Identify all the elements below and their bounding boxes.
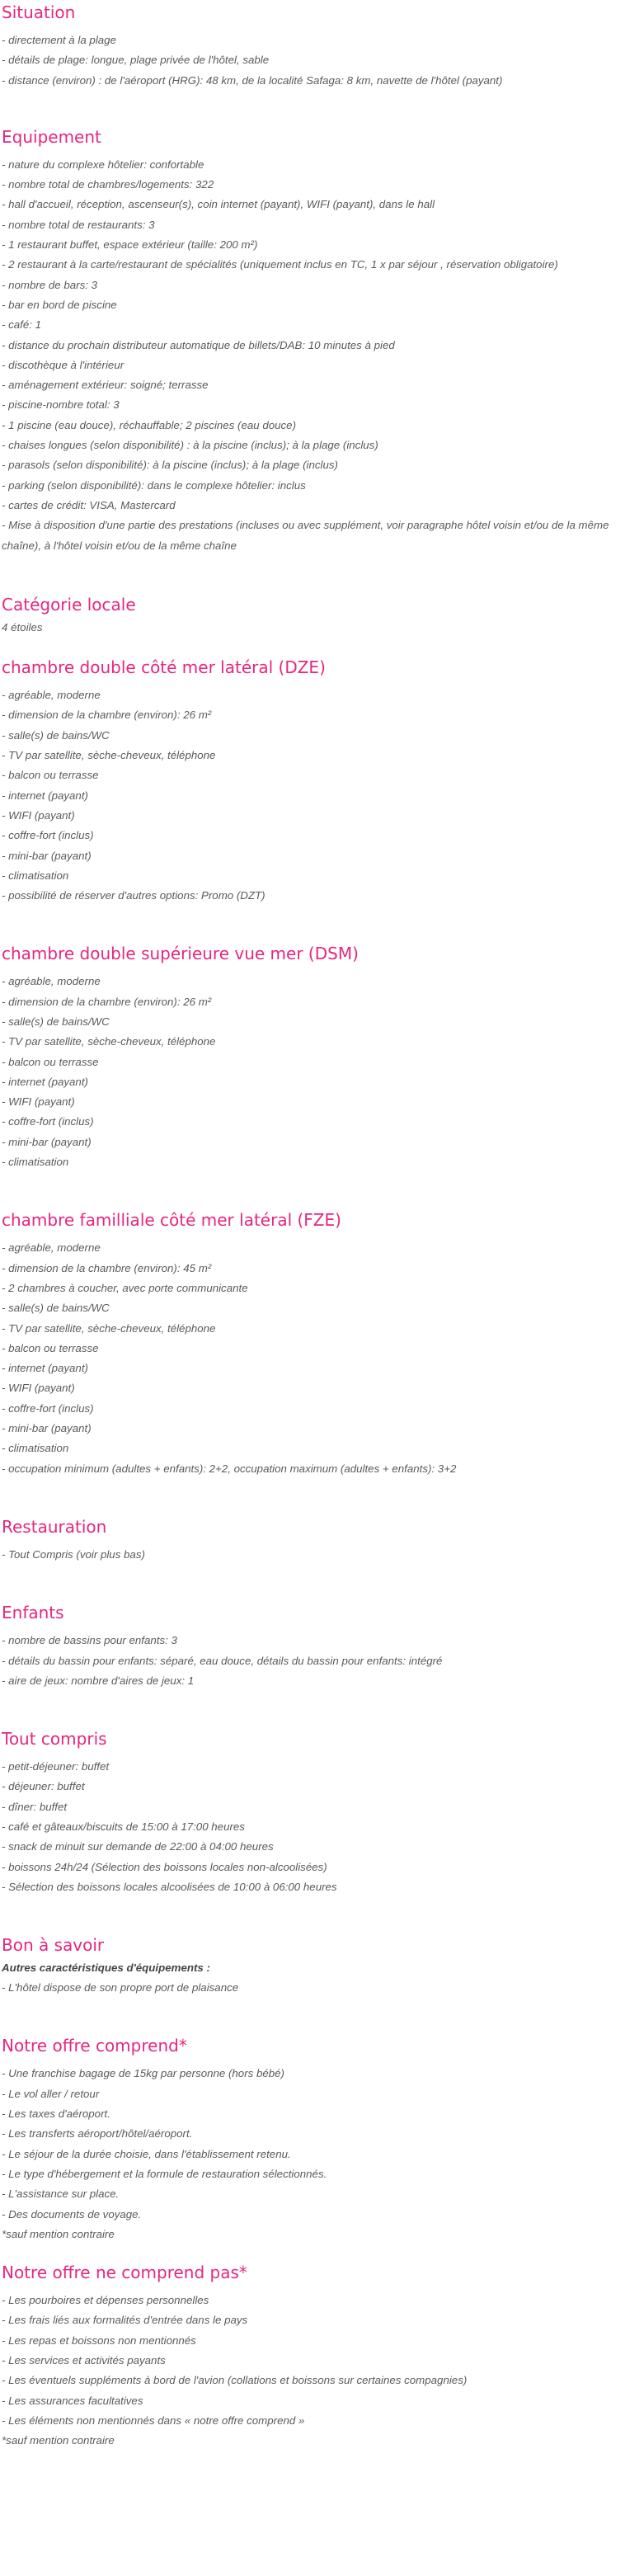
list-item: - distance du prochain distributeur automatique de billets/DAB: 10 minutes à pied bbox=[2, 338, 395, 351]
list-item: - boissons 24h/24 (Sélection des boissons locales non-alcoolisées) bbox=[2, 1860, 327, 1873]
list-item: - dimension de la chambre (environ): 26 m² bbox=[2, 709, 212, 722]
list-item: - agréable, moderne bbox=[2, 689, 101, 702]
list-item: - Les éventuels suppléments à bord de l'avion (collations et boissons sur certaines compagnies) bbox=[2, 2374, 468, 2387]
list-item: - 1 piscine (eau douce), réchauffable; 2 piscines (eau douce) bbox=[2, 418, 297, 431]
section-title: Equipement bbox=[2, 126, 101, 147]
section-list bbox=[2, 1978, 625, 1998]
list-item: - chaises longues (selon disponibilité) : à la piscine (inclus); à la plage (inclus) bbox=[2, 439, 378, 452]
list-item: - balcon ou terrasse bbox=[2, 1341, 99, 1354]
list-item: - nombre total de restaurants: 3 bbox=[2, 218, 155, 231]
list-item: - discothèque à l'intérieur bbox=[2, 358, 125, 371]
section-list bbox=[2, 972, 625, 1172]
list-item: - balcon ou terrasse bbox=[2, 769, 99, 782]
list-item: - coffre-fort (inclus) bbox=[2, 829, 94, 842]
list-item: - salle(s) de bains/WC bbox=[2, 1015, 110, 1028]
list-item: - salle(s) de bains/WC bbox=[2, 1302, 110, 1315]
list-item: - snack de minuit sur demande de 22:00 à 04:00 heures bbox=[2, 1840, 274, 1853]
list-item: - internet (payant) bbox=[2, 1362, 88, 1375]
section-list bbox=[2, 685, 625, 906]
list-item: - agréable, moderne bbox=[2, 1241, 101, 1255]
list-item: 4 étoiles bbox=[2, 620, 43, 633]
list-item: - mini-bar (payant) bbox=[2, 849, 92, 862]
section-title: Bon à savoir bbox=[2, 1935, 105, 1956]
list-item: - Des documents de voyage. bbox=[2, 2207, 142, 2220]
list-item: - 2 restaurant à la carte/restaurant de spécialités (uniquement inclus en TC, 1 x par séjour , réservation obligatoire) bbox=[2, 258, 558, 271]
section-room-fze bbox=[2, 1208, 625, 1479]
list-item: - hall d'accueil, réception, ascenseur(s), coin internet (payant), WIFI (payant), dans le hall bbox=[2, 198, 435, 211]
list-item: - aménagement extérieur: soigné; terrasse bbox=[2, 379, 209, 392]
section-room-dze bbox=[2, 655, 625, 906]
list-item: - Les taxes d'aéroport. bbox=[2, 2107, 110, 2121]
section-title: chambre familliale côté mer latéral (FZE) bbox=[2, 1210, 341, 1231]
section-categorie bbox=[2, 592, 625, 638]
section-bon-a-savoir bbox=[2, 1933, 625, 1998]
list-item: - café et gâteaux/biscuits de 15:00 à 17:00 heures bbox=[2, 1820, 245, 1833]
section-title: Restauration bbox=[2, 1516, 107, 1537]
list-item: - Sélection des boissons locales alcoolisées de 10:00 à 06:00 heures bbox=[2, 1880, 337, 1893]
list-item: - 2 chambres à coucher, avec porte communicante bbox=[2, 1281, 248, 1294]
list-item: - nature du complexe hôtelier: confortable bbox=[2, 158, 204, 171]
list-item: - WIFI (payant) bbox=[2, 808, 75, 822]
list-item: - coffre-fort (inclus) bbox=[2, 1401, 94, 1415]
section-list bbox=[2, 1757, 625, 1897]
list-item: - Les repas et boissons non mentionnés bbox=[2, 2333, 196, 2347]
list-item: - Une franchise bagage de 15kg par personne (hors bébé) bbox=[2, 2067, 284, 2080]
section-list bbox=[2, 31, 625, 91]
list-item: - petit-déjeuner: buffet bbox=[2, 1760, 110, 1773]
shared-services-note: - Mise à disposition d'une partie des prestations (incluses ou avec supplément, voir paragraphe hôtel voisin et/ou de la même chaîne), à l'hôtel voisin et/ou de la même chaîne bbox=[2, 519, 609, 552]
list-item: - Tout Compris (voir plus bas) bbox=[2, 1547, 145, 1561]
section-list bbox=[2, 1238, 625, 1479]
section-title: Notre offre ne comprend pas* bbox=[2, 2263, 247, 2283]
section-offre-ne-comprend bbox=[2, 2260, 625, 2451]
list-item: - agréable, moderne bbox=[2, 975, 101, 988]
list-item: - nombre total de chambres/logements: 322 bbox=[2, 178, 214, 191]
section-title: chambre double côté mer latéral (DZE) bbox=[2, 657, 326, 678]
section-list bbox=[2, 1545, 625, 1565]
list-item: - Les assurances facultatives bbox=[2, 2394, 143, 2407]
section-list bbox=[2, 2291, 625, 2431]
list-item: - internet (payant) bbox=[2, 789, 88, 802]
list-item: - climatisation bbox=[2, 1442, 69, 1455]
list-item: - déjeuner: buffet bbox=[2, 1780, 85, 1793]
section-list bbox=[2, 2064, 625, 2224]
list-item: - distance (environ) : de l'aéroport (HRG): 48 km, de la localité Safaga: 8 km, navette de l'hôtel (payant) bbox=[2, 73, 503, 87]
list-item: - dimension de la chambre (environ): 26 m² bbox=[2, 995, 212, 1008]
list-item: - mini-bar (payant) bbox=[2, 1422, 92, 1435]
list-item: - climatisation bbox=[2, 869, 69, 882]
section-list bbox=[2, 155, 625, 516]
footnote: *sauf mention contraire bbox=[2, 2227, 115, 2240]
list-item: - Les services et activités payants bbox=[2, 2354, 166, 2367]
list-item: - salle(s) de bains/WC bbox=[2, 728, 110, 742]
footnote: *sauf mention contraire bbox=[2, 2434, 115, 2447]
list-item: - cartes de crédit: VISA, Mastercard bbox=[2, 498, 176, 511]
list-item: - bar en bord de piscine bbox=[2, 298, 117, 311]
list-item: - coffre-fort (inclus) bbox=[2, 1115, 94, 1128]
list-item: - Les pourboires et dépenses personnelles bbox=[2, 2294, 209, 2307]
section-title: Tout compris bbox=[2, 1729, 107, 1750]
list-item: - TV par satellite, sèche-cheveux, téléphone bbox=[2, 749, 216, 762]
list-item: - parking (selon disponibilité): dans le complexe hôtelier: inclus bbox=[2, 478, 306, 492]
list-item: - internet (payant) bbox=[2, 1075, 88, 1088]
list-item: - café: 1 bbox=[2, 318, 42, 332]
list-item: - piscine-nombre total: 3 bbox=[2, 398, 120, 412]
list-item: - balcon ou terrasse bbox=[2, 1055, 99, 1068]
section-situation bbox=[2, 0, 625, 91]
list-item: - dîner: buffet bbox=[2, 1800, 68, 1813]
list-item: - L'hôtel dispose de son propre port de plaisance bbox=[2, 1981, 239, 1994]
list-item: - aire de jeux: nombre d'aires de jeux: 1 bbox=[2, 1674, 195, 1687]
list-item: - WIFI (payant) bbox=[2, 1095, 75, 1109]
section-title: Notre offre comprend* bbox=[2, 2036, 187, 2056]
list-item: - 1 restaurant buffet, espace extérieur (taille: 200 m²) bbox=[2, 238, 258, 252]
section-restauration bbox=[2, 1514, 625, 1565]
section-subtitle: Autres caractéristiques d'équipements : bbox=[2, 1961, 210, 1975]
list-item: - L'assistance sur place. bbox=[2, 2187, 120, 2201]
list-item: - occupation minimum (adultes + enfants): 2+2, occupation maximum (adultes + enfants): 3+2 bbox=[2, 1462, 457, 1475]
list-item: - TV par satellite, sèche-cheveux, téléphone bbox=[2, 1035, 216, 1048]
list-item: - directement à la plage bbox=[2, 34, 116, 46]
section-room-dsm bbox=[2, 941, 625, 1172]
list-item: - dimension de la chambre (environ): 45 m² bbox=[2, 1261, 212, 1274]
list-item: - Le vol aller / retour bbox=[2, 2087, 100, 2100]
section-title: Enfants bbox=[2, 1603, 64, 1623]
list-item: - nombre de bars: 3 bbox=[2, 278, 98, 291]
section-list bbox=[2, 1631, 625, 1691]
list-item: - mini-bar (payant) bbox=[2, 1135, 92, 1148]
section-title: Situation bbox=[2, 2, 76, 22]
section-enfants bbox=[2, 1600, 625, 1691]
list-item: - Les transferts aéroport/hôtel/aéroport. bbox=[2, 2127, 193, 2140]
section-tout-compris bbox=[2, 1726, 625, 1897]
list-item: - Le type d'hébergement et la formule de restauration sélectionnés. bbox=[2, 2167, 327, 2180]
list-item: - climatisation bbox=[2, 1156, 69, 1169]
list-item: - possibilité de réserver d'autres options: Promo (DZT) bbox=[2, 889, 266, 902]
section-title: chambre double supérieure vue mer (DSM) bbox=[2, 944, 359, 964]
list-item: - WIFI (payant) bbox=[2, 1382, 75, 1395]
section-list bbox=[2, 618, 625, 638]
list-item: - parasols (selon disponibilité): à la piscine (inclus); à la plage (inclus) bbox=[2, 459, 338, 472]
list-item: - TV par satellite, sèche-cheveux, téléphone bbox=[2, 1321, 216, 1335]
section-title: Catégorie locale bbox=[2, 594, 136, 615]
list-item: - nombre de bassins pour enfants: 3 bbox=[2, 1634, 177, 1647]
list-item: - Les frais liés aux formalités d'entrée dans le pays bbox=[2, 2314, 248, 2327]
list-item: - Les éléments non mentionnés dans « notre offre comprend » bbox=[2, 2414, 305, 2427]
list-item: - détails de plage: longue, plage privée de l'hôtel, sable bbox=[2, 54, 270, 67]
list-item: - Le séjour de la durée choisie, dans l'établissement retenu. bbox=[2, 2147, 291, 2160]
list-item: - détails du bassin pour enfants: séparé, eau douce, détails du bassin pour enfants: intégré bbox=[2, 1654, 443, 1667]
section-offre-comprend bbox=[2, 2033, 625, 2244]
section-equipement bbox=[2, 125, 625, 556]
